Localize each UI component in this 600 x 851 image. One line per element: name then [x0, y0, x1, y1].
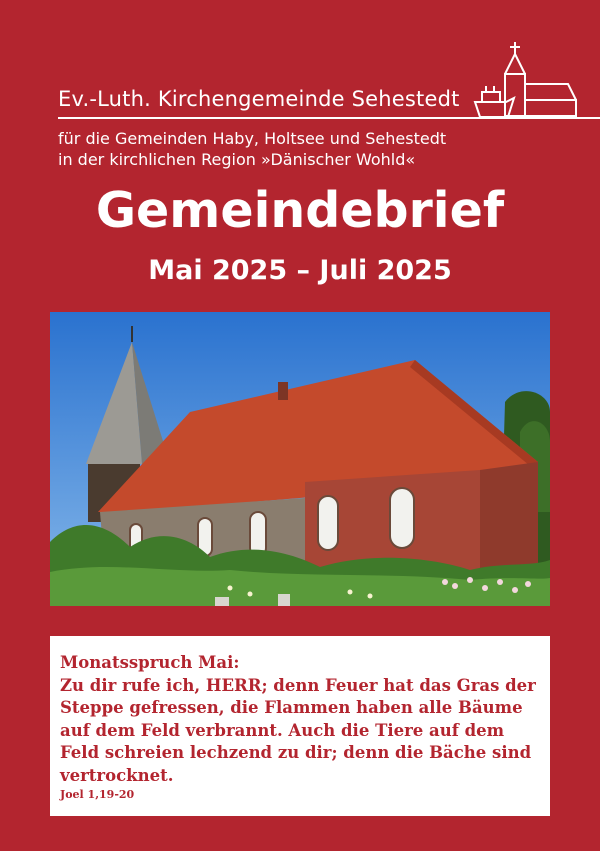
church-photo — [50, 312, 550, 606]
issue-date-range: Mai 2025 – Juli 2025 — [148, 255, 452, 286]
monthly-verse-box — [50, 636, 550, 816]
header-divider — [58, 117, 600, 119]
parish-communities-line: für die Gemeinden Haby, Holtsee und Sehestedt — [58, 129, 447, 148]
parish-region-line: in der kirchlichen Region »Dänischer Wohld« — [58, 150, 416, 169]
verse-text: Zu dir rufe ich, HERR; denn Feuer hat das Gras der Steppe gefressen, die Flammen haben alle Bäume auf dem Feld verbrannt. Auch die Tiere auf dem Feld schreien lechzend zu dir; denn die Bäche sind vertrocknet. — [60, 675, 536, 785]
verse-heading: Monatsspruch Mai: — [60, 653, 240, 672]
parish-name: Ev.-Luth. Kirchengemeinde Sehestedt — [58, 87, 460, 111]
church-and-ship-logo-icon — [470, 40, 600, 122]
page-title: Gemeindebrief — [95, 182, 505, 239]
verse-reference: Joel 1,19-20 — [60, 788, 135, 801]
